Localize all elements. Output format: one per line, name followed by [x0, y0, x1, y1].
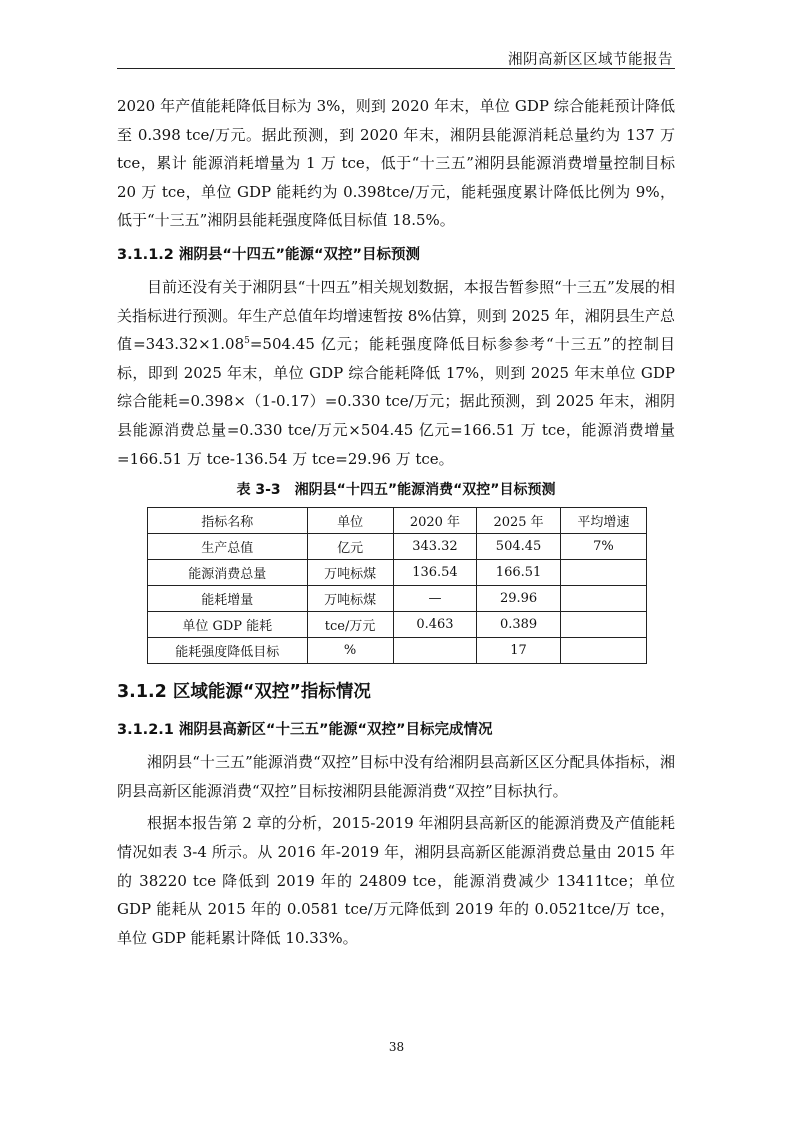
table-header-cell: 单位: [307, 508, 393, 534]
heading-3-1-2-1: 3.1.2.1 湘阴县高新区“十三五”能源“双控”目标完成情况: [117, 722, 493, 739]
paragraph-2025-forecast-part1: 目前还没有关于湘阴县“十四五”相关规划数据，本报告暂参照“十三五”发展的相关指标进行预测。年生产总值年均增速暂按 8%估算，则到 2025 年，湘阴县生产总值=343.32×1.08: [117, 277, 675, 354]
table-caption: 表 3-3 湘阴县“十四五”能源消费“双控”目标预测: [236, 482, 556, 499]
table-cell: [560, 586, 646, 612]
table-header-cell: 平均增速: [560, 508, 646, 534]
paragraph-2025-forecast-part2: =504.45 亿元；能耗强度降低目标参参考“十三五”的控制目标，即到 2025 年末，单位 GDP 综合能耗降低 17%，则到 2025 年末单位 GDP 综合能耗=0.398×（1-0.17）=0.330 tce/万元；据此预测，到 2025 年末，湘阴县能源消费总量=0.330 tce/万元×504.45 亿元=166.51 万 tce，能源消费增量=166.51 万 tce-136.54 万 tce=29.96 万 tce。: [117, 335, 675, 468]
heading-3-1-1-2: 3.1.1.2 湘阴县“十四五”能源“双控”目标预测: [117, 246, 421, 263]
table-header-cell: 2025 年: [477, 508, 561, 534]
table-row: [148, 638, 647, 664]
page-header: [117, 44, 675, 69]
page-number: 38: [388, 1040, 405, 1054]
paragraph-2020-forecast: 2020 年产值能耗降低目标为 3%，则到 2020 年末，单位 GDP 综合能耗预计降低至 0.398 tce/万元。据此预测，到 2020 年末，湘阴县能源消耗总量约为 137 万 tce，累计 能源消耗增量为 1 万 tce，低于“十三五”湘阴县能源消费增量控制目标 20 万 tce，单位 GDP 能耗约为 0.398tce/万元，能耗强度累计降低比例为 9%，低于“十三五”湘阴县能耗强度降低目标值 18.5%。: [117, 97, 675, 230]
table-cell: 单位 GDP 能耗: [148, 612, 308, 638]
table-cell: [560, 560, 646, 586]
table-row: [148, 534, 647, 560]
table-cell: 504.45: [477, 534, 561, 560]
paragraph-target-allocation: 湘阴县“十三五”能源消费“双控”目标中没有给湘阴县高新区区分配具体指标，湘阴县高新区能源消费“双控”目标按湘阴县能源消费“双控”目标执行。: [117, 753, 675, 800]
table-cell: 29.96: [477, 586, 561, 612]
table-cell: 7%: [560, 534, 646, 560]
table-header-cell: 指标名称: [148, 508, 308, 534]
table-cell: [393, 638, 477, 664]
paragraph-2025-forecast: [117, 273, 675, 473]
table-cell: —: [393, 586, 477, 612]
table-header-row: [148, 508, 647, 534]
table-row: [148, 586, 647, 612]
table-cell: 能耗强度降低目标: [148, 638, 308, 664]
page-content: [117, 92, 675, 952]
header-title: 湘阴高新区区域节能报告: [508, 52, 673, 68]
table-cell: 0.463: [393, 612, 477, 638]
table-cell: 亿元: [307, 534, 393, 560]
table-cell: 17: [477, 638, 561, 664]
table-row: [148, 560, 647, 586]
table-cell: 166.51: [477, 560, 561, 586]
table-cell: 万吨标煤: [307, 560, 393, 586]
table-cell: 能耗增量: [148, 586, 308, 612]
table-row: [148, 612, 647, 638]
table-cell: tce/万元: [307, 612, 393, 638]
forecast-table: [147, 507, 647, 664]
paragraph-consumption-analysis: 根据本报告第 2 章的分析，2015-2019 年湘阴县高新区的能源消费及产值能耗情况如表 3-4 所示。从 2016 年-2019 年，湘阴县高新区能源消费总量由 2015 年的 38220 tce 降低到 2019 年的 24809 tce，能源消费减少 13411tce；单位 GDP 能耗从 2015 年的 0.0581 tce/万元降低到 2019 年的 0.0521tce/万 tce，单位 GDP 能耗累计降低 10.33%。: [117, 814, 675, 947]
table-cell: 生产总值: [148, 534, 308, 560]
table-cell: 0.389: [477, 612, 561, 638]
table-header-cell: 2020 年: [393, 508, 477, 534]
table-cell: 136.54: [393, 560, 477, 586]
table-cell: %: [307, 638, 393, 664]
table-cell: [560, 612, 646, 638]
table-cell: [560, 638, 646, 664]
table-cell: 万吨标煤: [307, 586, 393, 612]
table-cell: 343.32: [393, 534, 477, 560]
table-cell: 能源消费总量: [148, 560, 308, 586]
exponent: 5: [244, 336, 250, 347]
heading-3-1-2: 3.1.2 区域能源“双控”指标情况: [117, 682, 371, 703]
